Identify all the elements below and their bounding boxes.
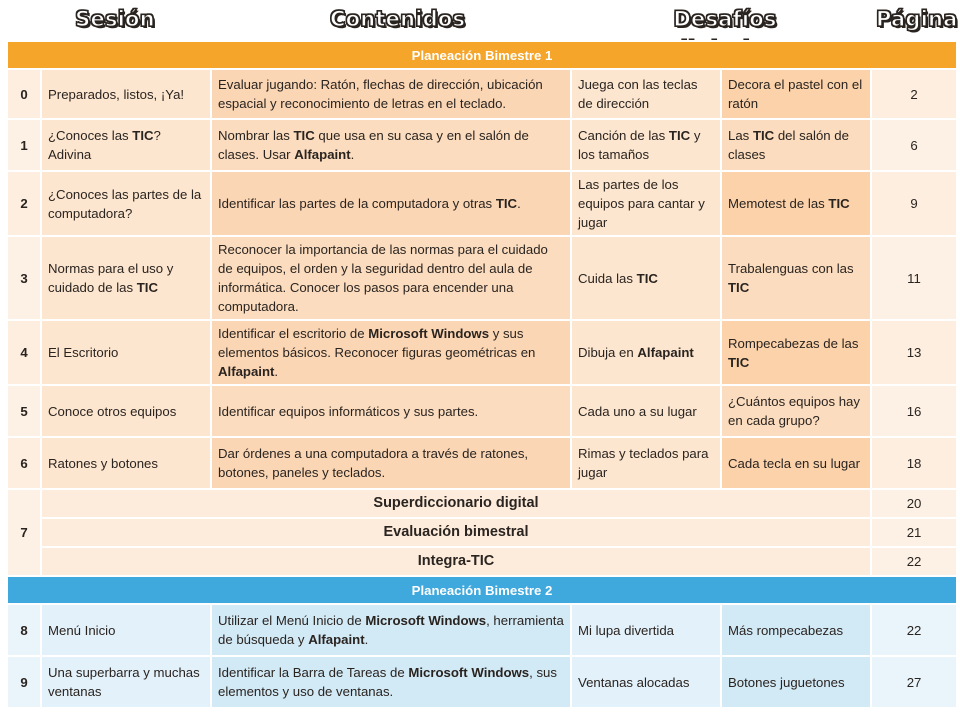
session-title: Una superbarra y muchas ventanas	[41, 656, 211, 708]
page-number: 11	[871, 236, 957, 320]
session-title: Ratones y botones	[41, 437, 211, 489]
challenge-2: Las TIC del salón de clases	[721, 119, 871, 171]
bimestre-1-band	[7, 41, 957, 69]
session-number: 2	[7, 171, 41, 236]
page-number: 13	[871, 320, 957, 385]
session-contents: Identificar las partes de la computadora y otras TIC.	[211, 171, 571, 236]
challenge-2: Cada tecla en su lugar	[721, 437, 871, 489]
session-title: El Escritorio	[41, 320, 211, 385]
session-row	[7, 236, 957, 320]
bimestre-2-title: Planeación Bimestre 2	[7, 576, 957, 604]
planning-table	[6, 40, 958, 709]
session-row	[7, 69, 957, 119]
session-7-label: Integra-TIC	[41, 547, 871, 576]
session-row	[7, 320, 957, 385]
keyword: Alfapaint	[218, 364, 275, 379]
session-7-item	[7, 489, 957, 518]
keyword: TIC	[752, 128, 775, 143]
challenge-1: Cuida las TIC	[571, 236, 721, 320]
session-title: ¿Conoces las TIC? Adivina	[41, 119, 211, 171]
page-number: 27	[871, 656, 957, 708]
challenge-1: Rimas y teclados para jugar	[571, 437, 721, 489]
page-number: 2	[871, 69, 957, 119]
session-row	[7, 656, 957, 708]
session-title: Normas para el uso y cuidado de las TIC	[41, 236, 211, 320]
keyword: Microsoft Windows	[368, 326, 490, 341]
keyword: TIC	[132, 128, 154, 143]
keyword: TIC	[728, 280, 750, 295]
session-number: 1	[7, 119, 41, 171]
session-7-item	[7, 518, 957, 547]
session-number: 8	[7, 604, 41, 656]
page-number: 20	[871, 489, 957, 518]
session-7-label: Superdiccionario digital	[41, 489, 871, 518]
challenge-2: Decora el pastel con el ratón	[721, 69, 871, 119]
page-number: 16	[871, 385, 957, 437]
session-number: 9	[7, 656, 41, 708]
session-number: 4	[7, 320, 41, 385]
challenge-2: ¿Cuántos equipos hay en cada grupo?	[721, 385, 871, 437]
keyword: TIC	[495, 196, 518, 211]
page-number: 18	[871, 437, 957, 489]
session-number: 0	[7, 69, 41, 119]
session-contents: Identificar equipos informáticos y sus partes.	[211, 385, 571, 437]
keyword: TIC	[828, 196, 850, 211]
keyword: TIC	[293, 128, 315, 143]
session-row	[7, 119, 957, 171]
session-contents: Identificar el escritorio de Microsoft Windows y sus elementos básicos. Reconocer figuras geométricas en Alfapaint.	[211, 320, 571, 385]
page-number: 22	[871, 547, 957, 576]
session-title: Conoce otros equipos	[41, 385, 211, 437]
keyword: TIC	[668, 128, 691, 143]
keyword: Alfapaint	[637, 345, 694, 360]
header-contenidos: Contenidos	[330, 7, 466, 31]
session-number: 6	[7, 437, 41, 489]
bimestre-1-title: Planeación Bimestre 1	[7, 41, 957, 69]
keyword: TIC	[136, 280, 158, 295]
challenge-2: Más rompecabezas	[721, 604, 871, 656]
header-pagina: Página	[876, 7, 958, 31]
session-title: Preparados, listos, ¡Ya!	[41, 69, 211, 119]
keyword: Microsoft Windows	[365, 613, 487, 628]
session-row	[7, 171, 957, 236]
challenge-1: Cada uno a su lugar	[571, 385, 721, 437]
session-number: 3	[7, 236, 41, 320]
session-7-item	[7, 547, 957, 576]
session-contents: Nombrar las TIC que usa en su casa y en el salón de clases. Usar Alfapaint.	[211, 119, 571, 171]
challenge-2: Memotest de las TIC	[721, 171, 871, 236]
session-row	[7, 385, 957, 437]
page-number: 9	[871, 171, 957, 236]
page-number: 22	[871, 604, 957, 656]
session-title: Menú Inicio	[41, 604, 211, 656]
keyword: Microsoft Windows	[408, 665, 530, 680]
challenge-1: Juega con las teclas de dirección	[571, 69, 721, 119]
challenge-1: Canción de las TIC y los tamaños	[571, 119, 721, 171]
session-contents: Reconocer la importancia de las normas para el cuidado de equipos, el orden y la seguridad dentro del aula de informática. Conocer los pasos para encender una computadora.	[211, 236, 571, 320]
challenge-2: Rompecabezas de las TIC	[721, 320, 871, 385]
session-number: 7	[7, 489, 41, 576]
page-number: 21	[871, 518, 957, 547]
challenge-1: Ventanas alocadas	[571, 656, 721, 708]
session-contents: Dar órdenes a una computadora a través de ratones, botones, paneles y teclados.	[211, 437, 571, 489]
challenge-2: Botones juguetones	[721, 656, 871, 708]
keyword: TIC	[636, 270, 658, 286]
header-desafios-digitales: Desafíos	[673, 7, 777, 31]
page-number: 6	[871, 119, 957, 171]
session-7-label: Evaluación bimestral	[41, 518, 871, 547]
header-sesion: Sesión	[75, 7, 155, 31]
session-contents: Identificar la Barra de Tareas de Microsoft Windows, sus elementos y uso de ventanas.	[211, 656, 571, 708]
challenge-2: Trabalenguas con las TIC	[721, 236, 871, 320]
session-row	[7, 604, 957, 656]
challenge-1: Mi lupa divertida	[571, 604, 721, 656]
session-row	[7, 437, 957, 489]
session-title: ¿Conoces las partes de la computadora?	[41, 171, 211, 236]
session-contents: Utilizar el Menú Inicio de Microsoft Windows, herramienta de búsqueda y Alfapaint.	[211, 604, 571, 656]
keyword: TIC	[728, 354, 750, 370]
session-number: 5	[7, 385, 41, 437]
keyword: Alfapaint	[308, 632, 365, 647]
bimestre-2-band	[7, 576, 957, 604]
keyword: Alfapaint	[294, 147, 351, 162]
challenge-1: Las partes de los equipos para cantar y jugar	[571, 171, 721, 236]
session-contents: Evaluar jugando: Ratón, flechas de dirección, ubicación espacial y reconocimiento de letras en el teclado.	[211, 69, 571, 119]
challenge-1: Dibuja en Alfapaint	[571, 320, 721, 385]
